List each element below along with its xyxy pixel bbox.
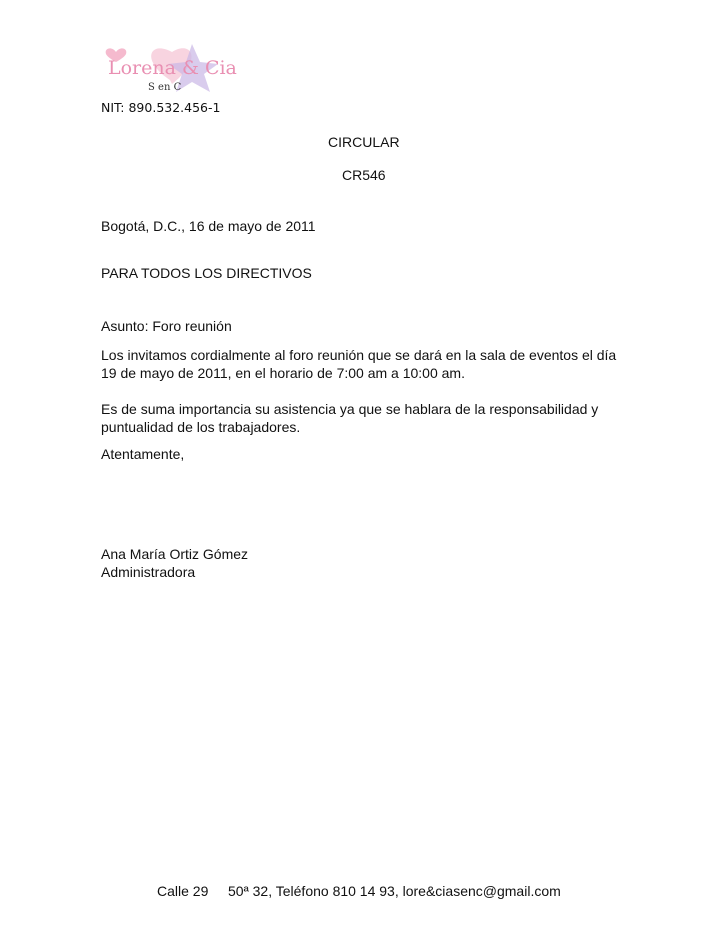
date-line: Bogotá, D.C., 16 de mayo de 2011 — [101, 218, 316, 234]
company-logo-graphic — [100, 40, 250, 100]
footer-contact: 50ª 32, Teléfono 810 14 93, lore&ciasenc@gmail.com — [228, 883, 561, 899]
body-paragraph-2-line-1: Es de suma importancia su asistencia ya que se hablara de la responsabilidad y — [101, 401, 599, 417]
closing-line: Atentamente, — [101, 446, 185, 462]
body-paragraph-1 — [101, 346, 661, 382]
document-code: CR546 — [342, 167, 386, 183]
document-title: CIRCULAR — [328, 134, 400, 150]
subject-line: Asunto: Foro reunión — [101, 318, 232, 334]
company-logo — [100, 40, 250, 100]
logo-subtext: S en C — [148, 82, 182, 93]
body-paragraph-2-line-2: puntualidad de los trabajadores. — [101, 419, 301, 435]
signature-role: Administradora — [101, 564, 196, 580]
logo-text: Lorena & Cia — [108, 57, 237, 79]
body-paragraph-1-line-2: 19 de mayo de 2011, en el horario de 7:00 am a 10:00 am. — [101, 365, 465, 381]
body-paragraph-2 — [101, 400, 661, 436]
recipient-line: PARA TODOS LOS DIRECTIVOS — [101, 265, 312, 281]
nit-number: NIT: 890.532.456-1 — [101, 100, 221, 115]
signature-name: Ana María Ortiz Gómez — [101, 546, 249, 562]
body-paragraph-1-line-1: Los invitamos cordialmente al foro reunión que se dará en la sala de eventos el día — [101, 347, 617, 363]
footer-street: Calle 29 — [157, 883, 209, 899]
